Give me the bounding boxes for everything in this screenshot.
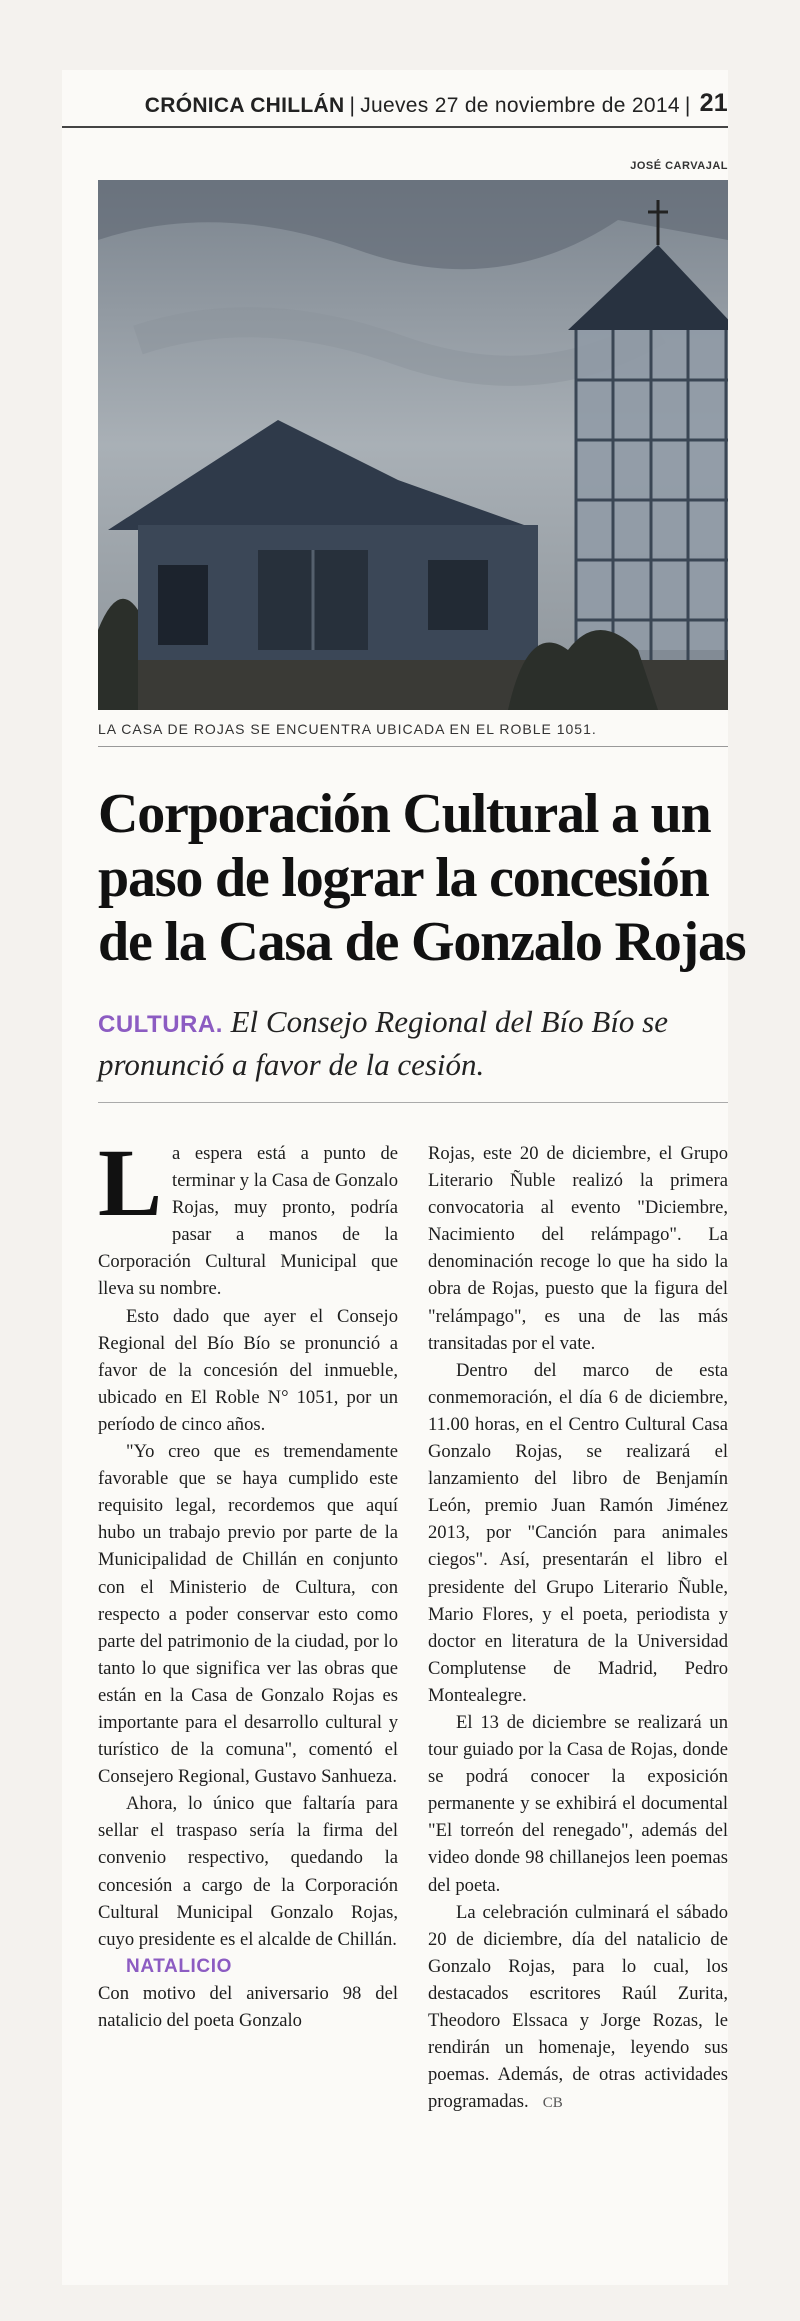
article-column-left [98, 1129, 398, 2034]
deck-rule [98, 1102, 728, 1103]
end-mark: CB [542, 2095, 563, 2112]
body-paragraph: Dentro del marco de esta conmemoración, el día 6 de diciembre, 11.00 horas, en el Centro Cultural Casa Gonzalo Rojas, se realizará el lanzamiento del libro de Benjamín León, premio Juan Ramón Jiménez 2013, por "Canción para animales ciegos". Así, presentarán el libro el presidente del Grupo Literario Ñuble, Mario Flores, y el poeta, periodista y doctor en literatura de la Universidad Complutense de Madrid, Pedro Montealegre. [428, 1359, 728, 1706]
drop-cap: L [98, 1129, 163, 1236]
page-folio [62, 78, 728, 118]
caption-rule [98, 746, 728, 747]
headline-line: Corporación Cultural a un [98, 783, 711, 845]
body-paragraph: Ahora, lo único que faltaría para sellar el traspaso sería la firma del convenio respectivo, quedando la concesión a cargo de la Corporación Cultural Municipal Gonzalo Rojas, cuyo presidente es el alcalde de Chillán. [98, 1793, 398, 1950]
deck-text: El Consejo Regional del Bío Bío se pronunció a favor de la cesión. [98, 1004, 669, 1082]
section-subhead: NATALICIO [126, 1955, 233, 1977]
newspaper-page [62, 70, 746, 2285]
folio-rule [62, 126, 728, 128]
section-tag: CULTURA. [98, 1011, 223, 1038]
headline-line: paso de lograr la concesión [98, 847, 709, 909]
article-photo [98, 180, 728, 710]
folio-separator: | [684, 94, 691, 117]
publication-name: CRÓNICA CHILLÁN [144, 94, 345, 117]
page-number: 21 [699, 89, 728, 117]
photo-credit: JOSÉ CARVAJAL [630, 160, 728, 172]
body-paragraph: Con motivo del aniversario 98 del natalicio del poeta Gonzalo [98, 1982, 398, 2031]
issue-date: Jueves 27 de noviembre de 2014 [360, 94, 680, 117]
folio-separator: | [349, 94, 356, 117]
photograph-house-glass-tower-icon [98, 180, 728, 710]
article-column-right [428, 1140, 728, 2117]
article-deck [98, 1002, 728, 1085]
photo-caption: LA CASA DE ROJAS SE ENCUENTRA UBICADA EN EL ROBLE 1051. [98, 721, 597, 737]
body-paragraph [428, 1899, 728, 2118]
body-text: a espera está a punto de terminar y la Casa de Gonzalo Rojas, muy pronto, podría pasar a manos de la Corporación Cultural Municipal que lleva su nombre. [98, 1143, 398, 1300]
body-text: La celebración culminará el sábado 20 de diciembre, día del natalicio de Gonzalo Rojas, para lo cual, los destacados escritores Raúl Zurita, Theodoro Elssaca y Jorge Rozas, le rendirán un homenaje, leyendo sus poemas. Además, de otras actividades programadas. [428, 1901, 728, 2113]
article-headline [98, 782, 746, 974]
body-paragraph: "Yo creo que es tremendamente favorable que se haya cumplido este requisito legal, recordemos que aquí hubo un trabajo previo por parte de la Municipalidad de Chillán en conjunto con el Ministerio de Cultura, con respecto a poder conservar esto como parte del patrimonio de la ciudad, por lo tanto lo que significa ver las obras que están en la Casa de Gonzalo Rojas es importante para el desarrollo cultural y turístico de la comuna", comentó el Consejero Regional, Gustavo Sanhueza. [98, 1441, 398, 1788]
headline-line: de la Casa de Gonzalo Rojas [98, 911, 746, 973]
body-paragraph: Esto dado que ayer el Consejo Regional del Bío Bío se pronunció a favor de la concesión del inmueble, ubicado en El Roble N° 1051, por un período de cinco años. [98, 1305, 398, 1435]
body-paragraph: El 13 de diciembre se realizará un tour guiado por la Casa de Rojas, donde se podrá conocer la exposición permanente y se exhibirá el documental "El torreón del renegado", además del video donde 98 chillanejos leen poemas del poeta. [428, 1711, 728, 1896]
body-paragraph: Rojas, este 20 de diciembre, el Grupo Literario Ñuble realizó la primera convocatoria al evento "Diciembre, Nacimiento del relámpago". La denominación recoge lo que ha sido la obra de Rojas, puesto que la figura del "relámpago", es una de las más transitadas por el vate. [428, 1143, 728, 1354]
body-paragraph [98, 1129, 398, 1303]
